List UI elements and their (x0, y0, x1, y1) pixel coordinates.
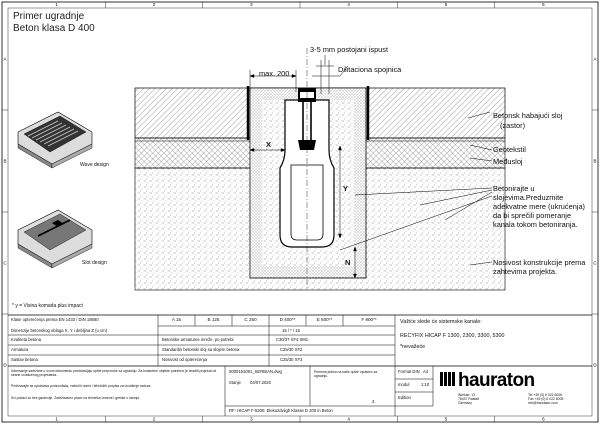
tb-row-dimensions: Dimenzije betonskog obloga X, Y i debljina Z (u cm) (11, 328, 107, 333)
drawing-title: RF- HICAP F-5300: Elekuzdviigh Klasse D 400 in Beton (229, 408, 333, 413)
tb-note-2: Standardni betonski sloj sa slojem betona (162, 347, 240, 352)
company-address: Werkstr. 13 76437 Rastatt Germany (458, 393, 480, 406)
format-value: A4 (423, 369, 429, 374)
tb-row-reinforcement: Armatura (11, 347, 29, 352)
label-joint: Dilitaciona spojnica (338, 65, 402, 74)
tb-row-mix: Sastav betona (11, 357, 38, 362)
grid-column-marker: 6 (542, 416, 545, 422)
label-concrete: Betonirajte u slojevima.Preduzmite adekvatne mere (ukrućenja) da bi sprečili pomeranje kanala tokom betoniranja. (493, 184, 586, 229)
doc-number: 0000151091_SERBIAN.dwg (229, 369, 282, 374)
grid-column-marker: 1 (55, 416, 58, 422)
load-class-cell: B 125 (207, 317, 220, 322)
company-contact: Tel +49 (0) 6 022 6006 Fax +49 (0) 6 022 6005 info@hauraton.com (528, 393, 564, 406)
hauraton-logo: hauraton (458, 370, 535, 391)
scale-label: modul (398, 382, 410, 387)
note-impact: * y = Visina komada plus impact (12, 303, 83, 309)
validity-note: *nevažeće (400, 344, 426, 350)
grid-column-marker: 4 (347, 1, 350, 7)
grid-column-marker: 3 (250, 1, 253, 7)
label-geotextile: Geotekstil (493, 145, 526, 154)
grid-row-marker: B (3, 158, 7, 164)
wave-design-illustration (18, 112, 92, 168)
label-pavement: Betonsk habajući sloj (493, 111, 563, 120)
tb-row-load-classes: Klase opterećenja prema EN 1433 / DIN 19580 (11, 317, 99, 322)
grid-row-marker: C (593, 260, 597, 266)
load-class-cell: E 600** (316, 317, 333, 322)
format-label: Format DIN (398, 369, 420, 374)
slot-design-illustration (18, 210, 92, 268)
grid-column-marker: 3 (250, 416, 253, 422)
grid-column-marker: 1 (55, 1, 58, 7)
grid-column-marker: 2 (152, 416, 156, 422)
tb-cell-c30: C30/37 XF4 XM1 (276, 337, 309, 342)
validity-title: Važiće slede će sistemske kanale: (400, 319, 482, 325)
drawing-title-line2: Beton klasa D 400 (13, 23, 95, 34)
label-gap: 3-5 mm postojani ispust (310, 45, 389, 54)
disclaimer-1: Informacije sadržane u ovom dokumentu predstavljaju opšte preporuke za ugradnju. Za konkretne objekte potrebno je izraditi projekat od strane ovlašćenog projektanta. (11, 369, 217, 378)
remark: Primena jedino na naše opšte uputstvo za ugradnju. (314, 370, 378, 379)
dim-x-label: X (266, 140, 271, 149)
grid-column-marker: 5 (444, 1, 448, 7)
load-class-cell: C 250 (244, 317, 257, 322)
label-max: max. 200 (259, 69, 290, 78)
sheet-number: 3 (372, 399, 375, 404)
caption-wave-design: Wave design (80, 162, 109, 168)
validity-systems: RECYFIX HICAP F 1300, 2300, 3300, 5300 (400, 333, 505, 339)
grid-row-marker: B (593, 158, 597, 164)
grid-row-marker: A (593, 56, 597, 62)
tb-row-concrete: Kvaliteta betona (11, 337, 42, 342)
grid-row-marker: D (3, 362, 7, 368)
tb-note-3: Nosivost od opterećenja (162, 357, 207, 362)
load-class-cell: A 15 (171, 317, 182, 322)
grid-row-marker: D (593, 362, 597, 368)
tb-cell-dims: 15 / * / 15 (282, 328, 300, 333)
label-pavement-note: (zastor) (500, 121, 526, 130)
edition-label: Edition (398, 395, 411, 400)
status-label: Stanje (229, 380, 241, 385)
status-date: 04/07.2020 (250, 380, 271, 385)
load-class-cell: F 900** (361, 317, 377, 322)
grid-column-marker: 2 (152, 1, 156, 7)
grid-column-marker: 4 (347, 416, 350, 422)
label-interlayer: Međusloj (493, 157, 523, 166)
tb-note-1: Betonske armaturne mreže, po potrebi (162, 337, 234, 342)
drawing-title-line1: Primer ugradnje (13, 11, 85, 22)
disclaimer-2: Pridržavajte se uputstava proizvođača, važećih normi i tehničkih propisa za izvođenje radova. (11, 384, 152, 388)
grid-row-marker: A (3, 56, 7, 62)
grid-column-marker: 6 (542, 1, 545, 7)
label-structure: Nosivost konstrukcije prema zahtevima projekta. (493, 258, 586, 276)
caption-slot-design: Slot design (82, 260, 107, 266)
tb-cell-c2530: C25/30 XF2 (280, 347, 303, 352)
grid-column-marker: 5 (444, 416, 448, 422)
dim-y-label: Y (343, 184, 348, 193)
disclaimer-3: Svi podaci su bez garancije. Zadržavamo pravo na tehničke izmene i greške u štampi. (11, 396, 141, 400)
hauraton-logo-mark (440, 372, 455, 386)
grid-row-marker: C (3, 260, 7, 266)
tb-cell-c2530b: C25/30 XF3 (280, 357, 303, 362)
load-class-cell: D 400** (279, 317, 296, 322)
scale-value: 1:10 (421, 382, 430, 387)
dim-n-label: N (345, 258, 351, 267)
